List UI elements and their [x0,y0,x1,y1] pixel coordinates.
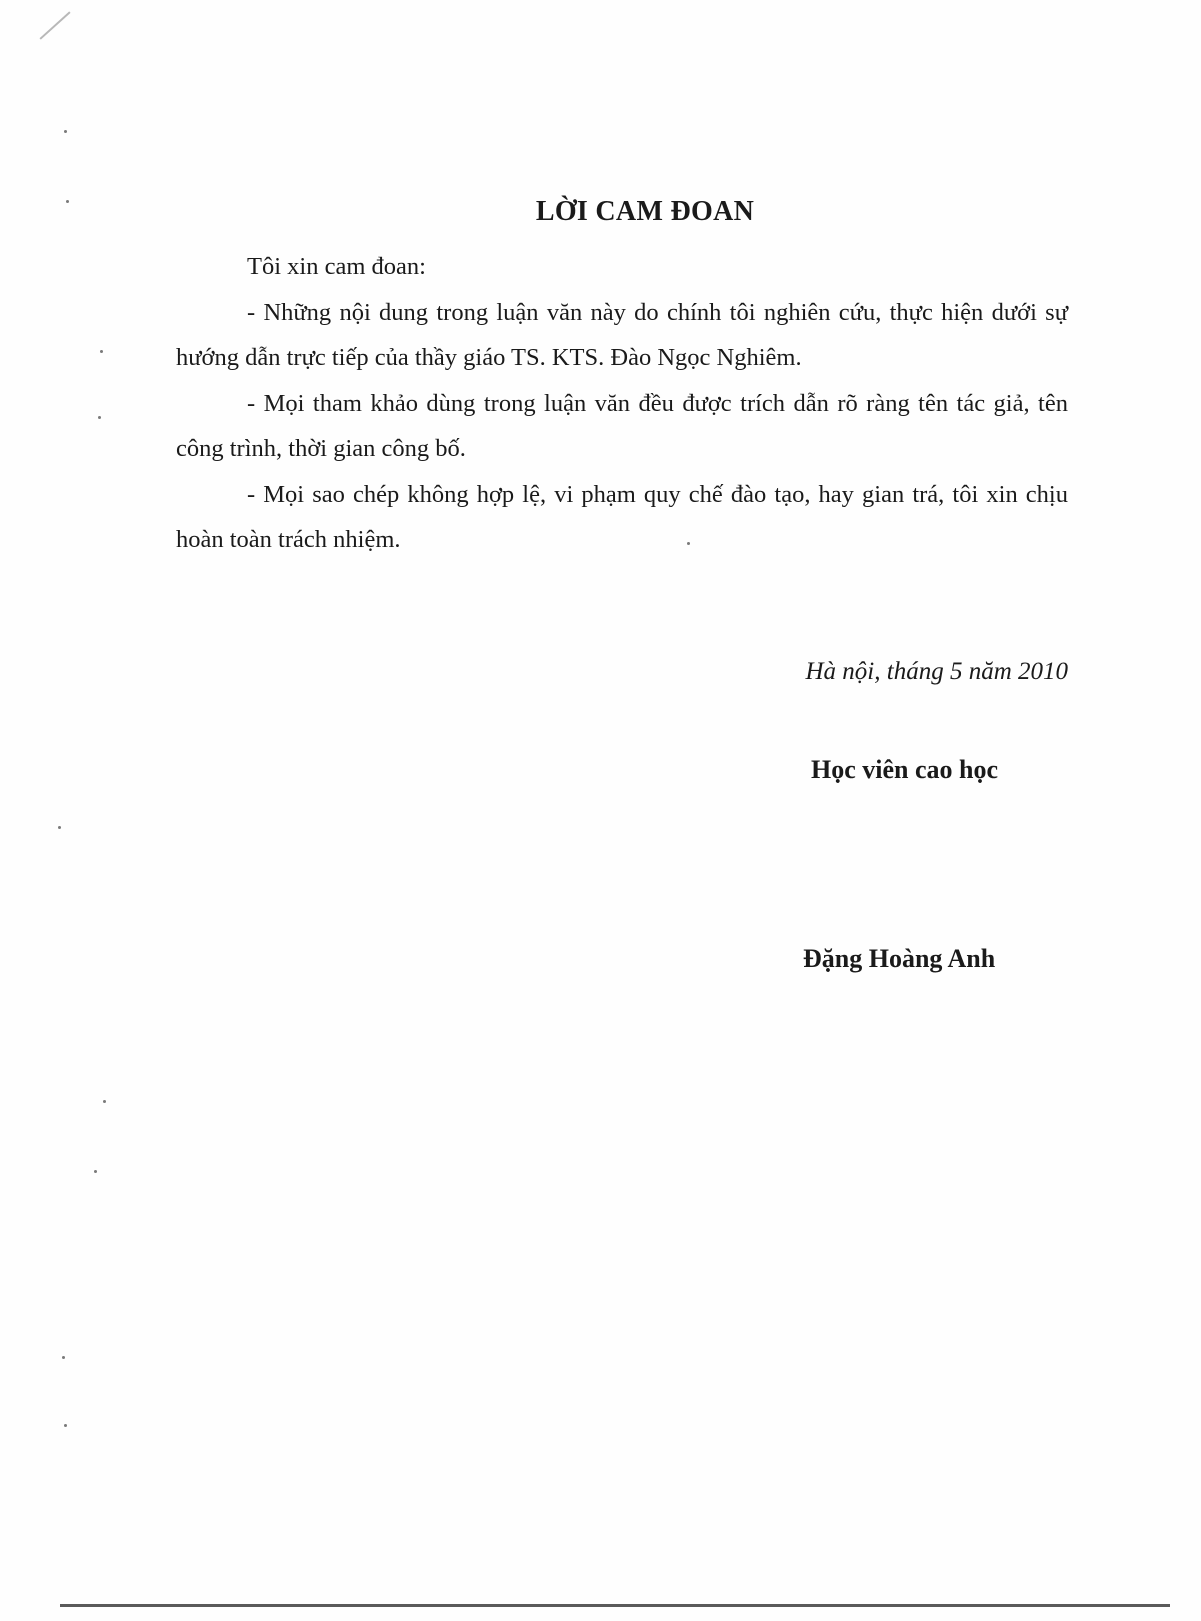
scan-speck [62,1356,65,1359]
declaration-body [176,244,1068,563]
scan-speck [98,416,101,419]
scan-speck [103,1100,106,1103]
declaration-intro: Tôi xin cam đoan: [247,253,426,280]
signer-name: Đặng Hoàng Anh [803,944,996,973]
scan-corner-mark [39,11,70,39]
scan-speck [100,350,103,353]
signer-role: Học viên cao học [811,755,999,784]
scan-speck [58,826,61,829]
page-title: LỜI CAM ĐOAN [535,196,755,227]
bottom-rule [60,1604,1170,1607]
scan-speck [66,200,69,203]
declaration-item-citations: - Mọi tham khảo dùng trong luận văn đều được trích dẫn rõ ràng tên tác giả, tên công trình, thời gian công bố. [176,389,1068,462]
declaration-item-research: - Những nội dung trong luận văn này do chính tôi nghiên cứu, thực hiện dưới sự hướng dẫn trực tiếp của thầy giáo TS. KTS. Đào Ngọc Nghiêm. [176,298,1068,371]
scan-speck [64,1424,67,1427]
declaration-item-responsibility: - Mọi sao chép không hợp lệ, vi phạm quy chế đào tạo, hay gian trá, tôi xin chịu hoàn toàn trách nhiệm. [176,480,1068,553]
scan-speck [687,542,690,545]
scan-speck [94,1170,97,1173]
place-date: Hà nội, tháng 5 năm 2010 [805,658,1068,685]
scan-speck [64,130,67,133]
